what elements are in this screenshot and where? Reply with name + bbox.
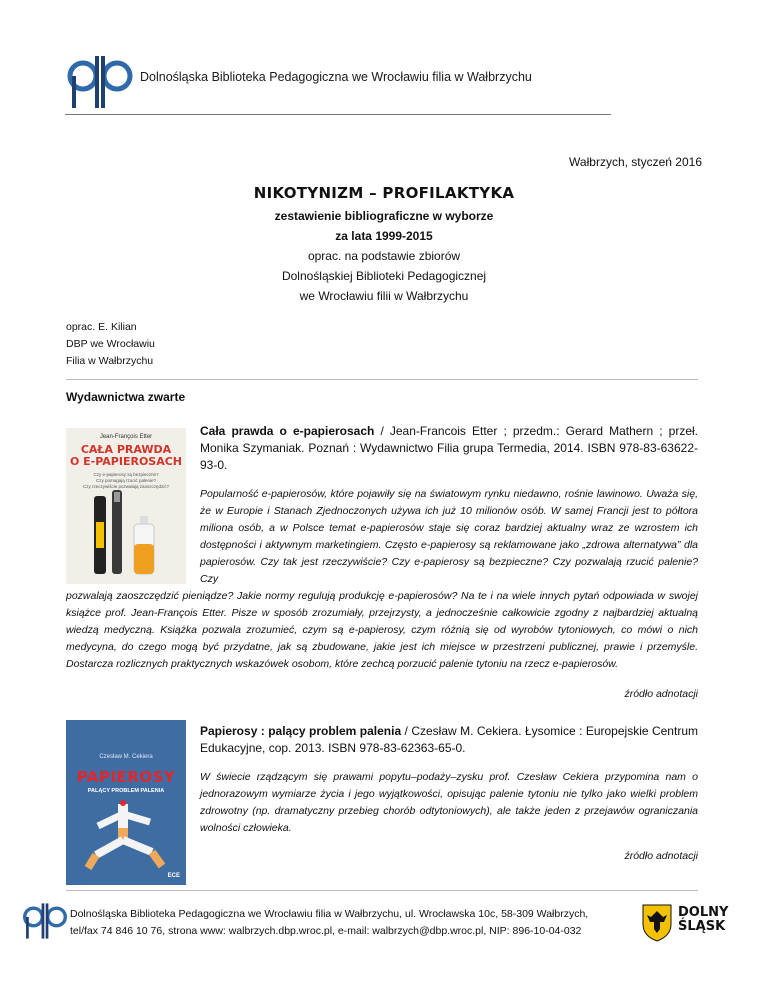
subtitle-line-2: za lata 1999-2015 — [335, 229, 433, 243]
author-line-3: Filia w Wałbrzychu — [66, 355, 154, 367]
cover-1-title-line-2: O E-PAPIEROSACH — [69, 455, 183, 468]
entry-2-source: źródło adnotacji — [624, 850, 698, 862]
cover-1-blurb-1: Czy e-papierosy są bezpieczne? — [93, 472, 159, 477]
footer-dbp-logo — [22, 902, 68, 940]
cover-1-blurb-3: Czy rzeczywiście pozwalają zaoszczędzić? — [82, 484, 170, 489]
entry-1-details: / Jean-Francois Etter ; przedm.: Gerard Mathern ; przeł. Monika Szymaniak. Poznań : Wydawnictwo Filia grupa Termedia, 2014. ISBN 978-83-63622-93-0. — [200, 424, 698, 472]
footer-line-2: tel/fax 74 846 10 76, strona www: walbrzych.dbp.wroc.pl, e-mail: walbrzych@dbp.wroc.pl, NIP: 896-10-04-032 — [70, 925, 582, 937]
cover-2-subtitle: PALĄCY PROBLEM PALENIA — [87, 788, 165, 794]
entry-2-annotation: W świecie rządzącym się prawami popytu–podaży–zysku prof. Czesław Cekiera przypomina nam o jednorazowym wymiarze życia i jego wyjątkowości, opisując palenie tytoniu nie tylko jako wielki problem zdrowotny (np. dramatyczny przebieg chorób odtytoniowych), ale także jeden z przejawów ograniczania wolności człowieka. — [200, 771, 698, 834]
e-cigarette-illustration — [66, 486, 186, 584]
author-line-1: oprac. E. Kilian — [66, 321, 137, 333]
header-divider — [65, 114, 611, 115]
title-line-3: oprac. na podstawie zbiorów — [307, 249, 461, 263]
cover-2-publisher: ECE — [167, 873, 180, 879]
section-heading: Wydawnictwa zwarte — [66, 390, 186, 404]
author-block — [66, 319, 155, 370]
author-line-2: DBP we Wrocławiu — [66, 338, 155, 350]
entry-2-title: Papierosy : palący problem palenia — [200, 724, 402, 738]
title-block — [0, 183, 768, 306]
subtitle-line-1: zestawienie bibliograficzne w wyborze — [274, 209, 494, 223]
eagle-crest-icon — [640, 902, 674, 942]
footer-contact — [70, 906, 588, 940]
cover-1-title-line-1: CAŁA PRAWDA — [80, 443, 172, 456]
entry-1-annotation-part1: Popularność e-papierosów, które pojawiły się na światowym rynku niedawno, rośnie lawinowo. Uważa się, że w Europie i Stanach Zjednoczonych używa ich już 10 milionów osób. W samej Francji jest to półtora miliona osób, a w Polsce temat e-papierosów staje się coraz bardziej aktualny wraz ze wzrostem ich dostępności i aktywnym marketingiem. Często e-papierosy są reklamowane jako „zdrowa alternatywa” dla papierosów. Czy tak jest rzeczywiście? Czy e-papierosy są bezpieczne? Czy pozwalają rzucić palenie? Czy — [200, 488, 698, 585]
date-line: Wałbrzych, styczeń 2016 — [569, 155, 702, 169]
page-title: NIKOTYNIZM – PROFILAKTYKA — [253, 184, 515, 202]
entry-2-reference — [200, 723, 698, 757]
entry-1-annotation-part2: pozwalają zaoszczędzić pieniądze? Jakie normy regulują produkcję e-papierosów? Na te i na wiele innych pytań odpowiada w swojej książce prof. Jean-François Etter. Pisze w sposób zrozumiały, przejrzysty, a jednocześnie całkowicie zgodny z najbardziej aktualną wiedzą medyczną. Książka pozwala zrozumieć, czym są e-papierosy, czym różnią się od wyrobów tytoniowych, co mówi o nich medycyna, do czego mogą być przydatne, jak są zbudowane, jakie jest ich miejsce w przestrzeni publicznej, prawie i przemyśle. Dostarcza rozlicznych praktycznych wskazówek osobom, które zechcą porzucić palenie tytoniu na rzecz e-papierosów. — [66, 590, 698, 670]
cover-1-title — [66, 444, 186, 468]
footer-divider — [66, 890, 698, 891]
dbp-logo — [66, 54, 134, 110]
entry-2-details: / Czesław M. Cekiera. Łysomice : Europejskie Centrum Edukacyjne, cop. 2013. ISBN 978-83-62363-65-0. — [200, 724, 698, 755]
cigarette-figure-illustration — [66, 800, 186, 870]
region-logo-text — [678, 906, 728, 934]
region-logo-line-1: DOLNY — [678, 905, 729, 920]
region-logo-line-2: ŚLĄSK — [678, 919, 726, 934]
entry-1-reference — [200, 423, 698, 474]
title-line-5: we Wrocławiu filii w Wałbrzychu — [299, 289, 469, 303]
cover-2-title: PAPIEROSY — [76, 768, 176, 786]
book-cover-1 — [66, 428, 186, 584]
footer-line-1: Dolnośląska Biblioteka Pedagogiczna we Wrocławiu filia w Wałbrzychu, ul. Wrocławska 10c, 58-309 Wałbrzych, — [70, 908, 589, 920]
cover-2-author: Czesław M. Cekiera — [99, 754, 153, 760]
book-cover-2 — [66, 720, 186, 885]
entry-1-source: źródło adnotacji — [624, 688, 698, 700]
title-line-4: Dolnośląskiej Biblioteki Pedagogicznej — [281, 269, 487, 283]
header-institution: Dolnośląska Biblioteka Pedagogiczna we Wrocławiu filia w Wałbrzychu — [140, 70, 532, 84]
entry-1-title: Cała prawda o e-papierosach — [200, 424, 375, 438]
dolny-slask-logo — [640, 902, 730, 946]
cover-1-author: Jean-François Etter — [99, 434, 153, 440]
cover-1-blurb-2: Czy pomagają rzucić palenie? — [95, 478, 157, 483]
section-divider — [66, 379, 698, 380]
